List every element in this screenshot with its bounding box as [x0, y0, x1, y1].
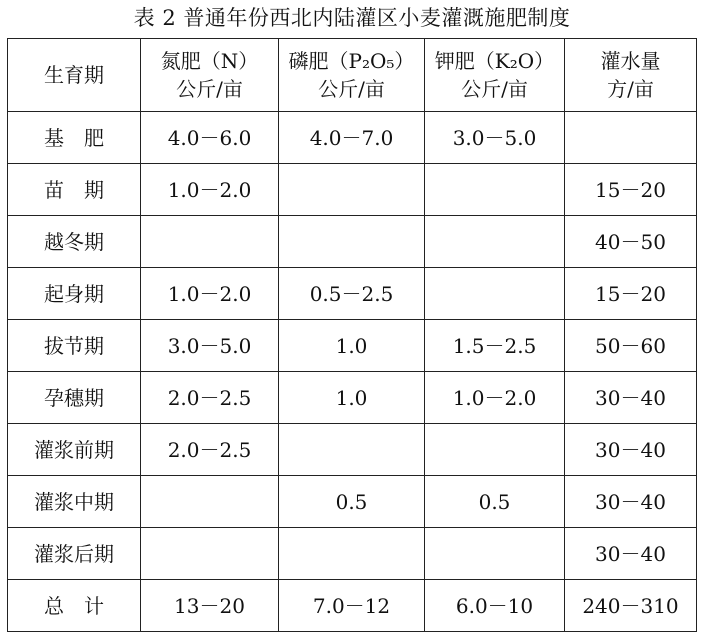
- potassium-cell: [425, 528, 565, 580]
- table-row: [8, 372, 697, 424]
- nitrogen-cell: [141, 216, 279, 268]
- header-nitrogen: [141, 39, 279, 112]
- nitrogen-cell: [141, 528, 279, 580]
- water-cell: 30－40: [565, 372, 697, 424]
- nitrogen-cell: 13－20: [141, 580, 279, 632]
- stage-cell: 灌浆中期: [8, 476, 141, 528]
- header-water-unit: 方/亩: [607, 77, 654, 101]
- stage-cell: 灌浆前期: [8, 424, 141, 476]
- water-cell: 15－20: [565, 164, 697, 216]
- header-potassium-name: 钾肥（K₂O）: [434, 49, 555, 73]
- phosphorus-cell: [279, 528, 425, 580]
- header-phosphorus-name: 磷肥（P₂O₅）: [288, 49, 415, 73]
- phosphorus-cell: [279, 164, 425, 216]
- phosphorus-cell: [279, 424, 425, 476]
- header-row: [8, 39, 697, 112]
- header-water-name: 灌水量: [600, 49, 661, 73]
- phosphorus-cell: [279, 216, 425, 268]
- stage-cell: 苗 期: [8, 164, 141, 216]
- table-title: 表 2 普通年份西北内陆灌区小麦灌溉施肥制度: [133, 6, 571, 30]
- nitrogen-cell: 3.0－5.0: [141, 320, 279, 372]
- total-row: [8, 580, 697, 632]
- water-cell: 30－40: [565, 528, 697, 580]
- potassium-cell: [425, 216, 565, 268]
- header-potassium-unit: 公斤/亩: [461, 77, 528, 101]
- table-row: [8, 112, 697, 164]
- stage-cell: 拔节期: [8, 320, 141, 372]
- stage-cell: 孕穗期: [8, 372, 141, 424]
- water-cell: 30－40: [565, 476, 697, 528]
- potassium-cell: 1.5－2.5: [425, 320, 565, 372]
- stage-cell: 越冬期: [8, 216, 141, 268]
- water-cell: [565, 112, 697, 164]
- table-row: [8, 268, 697, 320]
- potassium-cell: [425, 268, 565, 320]
- header-potassium: [425, 39, 565, 112]
- phosphorus-cell: 7.0－12: [279, 580, 425, 632]
- header-phosphorus: [279, 39, 425, 112]
- phosphorus-cell: 1.0: [279, 320, 425, 372]
- fertilization-table: [7, 38, 697, 632]
- potassium-cell: 3.0－5.0: [425, 112, 565, 164]
- water-cell: 240－310: [565, 580, 697, 632]
- nitrogen-cell: 2.0－2.5: [141, 372, 279, 424]
- stage-cell: 灌浆后期: [8, 528, 141, 580]
- potassium-cell: [425, 164, 565, 216]
- table-row: [8, 476, 697, 528]
- stage-cell: 起身期: [8, 268, 141, 320]
- table-row: [8, 216, 697, 268]
- table-row: [8, 424, 697, 476]
- potassium-cell: [425, 424, 565, 476]
- nitrogen-cell: 4.0－6.0: [141, 112, 279, 164]
- nitrogen-cell: [141, 476, 279, 528]
- potassium-cell: 6.0－10: [425, 580, 565, 632]
- table-row: [8, 528, 697, 580]
- potassium-cell: 1.0－2.0: [425, 372, 565, 424]
- header-nitrogen-unit: 公斤/亩: [176, 77, 243, 101]
- table-row: [8, 320, 697, 372]
- nitrogen-cell: 1.0－2.0: [141, 164, 279, 216]
- nitrogen-cell: 1.0－2.0: [141, 268, 279, 320]
- header-nitrogen-name: 氮肥（N）: [160, 49, 259, 73]
- table-row: [8, 164, 697, 216]
- water-cell: 40－50: [565, 216, 697, 268]
- phosphorus-cell: 0.5: [279, 476, 425, 528]
- phosphorus-cell: 4.0－7.0: [279, 112, 425, 164]
- water-cell: 30－40: [565, 424, 697, 476]
- header-water: [565, 39, 697, 112]
- water-cell: 15－20: [565, 268, 697, 320]
- phosphorus-cell: 1.0: [279, 372, 425, 424]
- stage-cell: 总 计: [8, 580, 141, 632]
- nitrogen-cell: 2.0－2.5: [141, 424, 279, 476]
- water-cell: 50－60: [565, 320, 697, 372]
- stage-cell: 基 肥: [8, 112, 141, 164]
- phosphorus-cell: 0.5－2.5: [279, 268, 425, 320]
- header-phosphorus-unit: 公斤/亩: [318, 77, 385, 101]
- header-stage: 生育期: [8, 39, 141, 112]
- potassium-cell: 0.5: [425, 476, 565, 528]
